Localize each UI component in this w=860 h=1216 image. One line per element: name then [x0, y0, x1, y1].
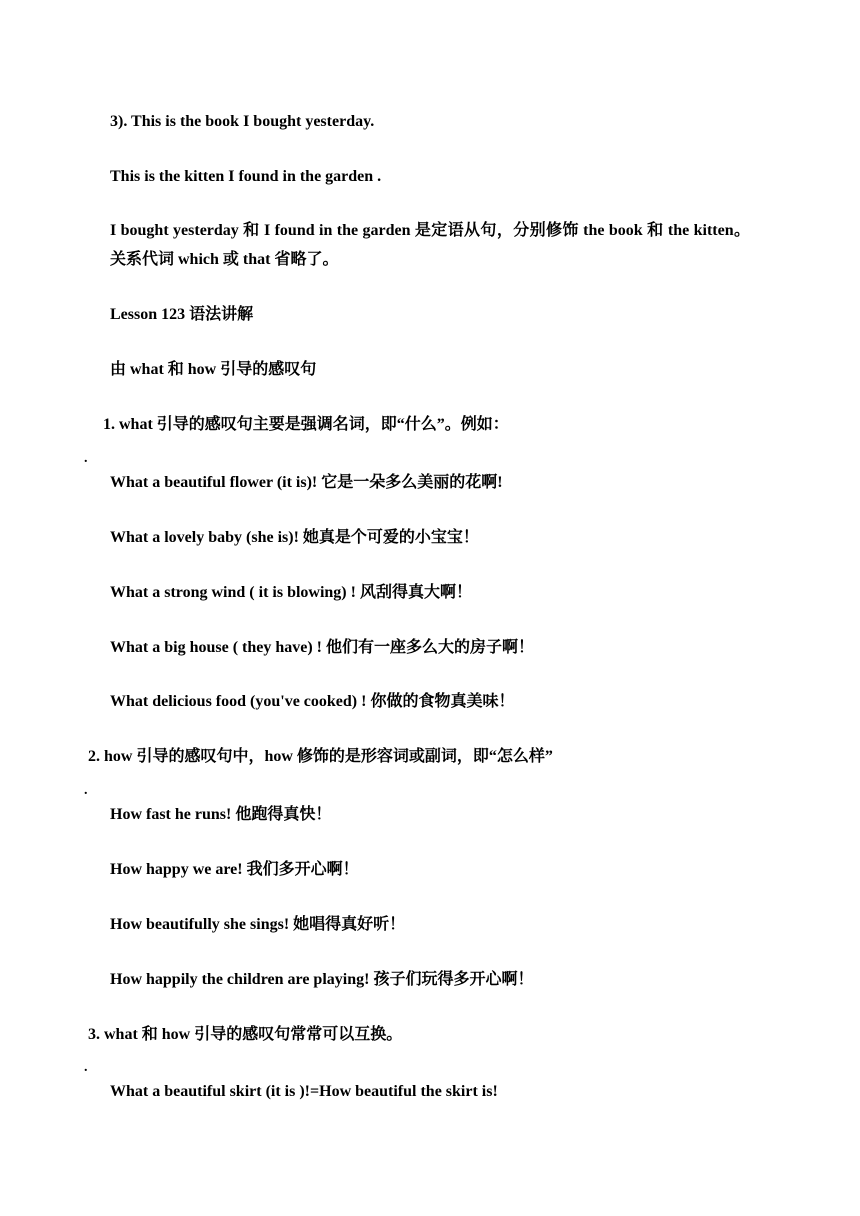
how-example-3: How beautifully she sings! 她唱得真好听！	[110, 916, 406, 933]
rule-2: 2. how 引导的感叹句中，how 修饰的是形容词或副词，即“怎么样”	[88, 748, 553, 765]
what-example-5: What delicious food (you've cooked) ! 你做的食物真美味！	[110, 693, 515, 710]
how-example-4: How happily the children are playing! 孩子们玩得多开心啊！	[110, 971, 534, 988]
example-3-sentence-2: This is the kitten I found in the garden .	[110, 168, 382, 185]
example-3-sentence-1: 3). This is the book I bought yesterday.	[110, 113, 375, 130]
what-example-4: What a big house ( they have) ! 他们有一座多么大的房子啊！	[110, 639, 535, 656]
section-title: 由 what 和 how 引导的感叹句	[110, 361, 317, 378]
bullet-dot: .	[84, 451, 88, 466]
what-example-2: What a lovely baby (she is)! 她真是个可爱的小宝宝！	[110, 529, 479, 546]
rule-1: 1. what 引导的感叹句主要是强调名词，即“什么”。例如：	[103, 416, 509, 433]
how-example-1: How fast he runs! 他跑得真快！	[110, 806, 332, 823]
what-example-1: What a beautiful flower (it is)! 它是一朵多么美丽的花啊!	[110, 474, 503, 491]
bullet-dot: .	[84, 783, 88, 798]
bullet-dot: .	[84, 1060, 88, 1075]
attributive-clause-explanation: I bought yesterday 和 I found in the garden 是定语从句，分别修饰 the book 和 the kitten。关系代词 which 或 that 省略了。	[110, 222, 750, 268]
how-example-2: How happy we are! 我们多开心啊！	[110, 861, 359, 878]
what-example-3: What a strong wind ( it is blowing) ! 风刮得真大啊！	[110, 584, 472, 601]
lesson-heading: Lesson 123 语法讲解	[110, 306, 254, 323]
rule-3: 3. what 和 how 引导的感叹句常常可以互换。	[88, 1026, 403, 1043]
interchange-example: What a beautiful skirt (it is )!=How beautiful the skirt is!	[110, 1083, 498, 1100]
